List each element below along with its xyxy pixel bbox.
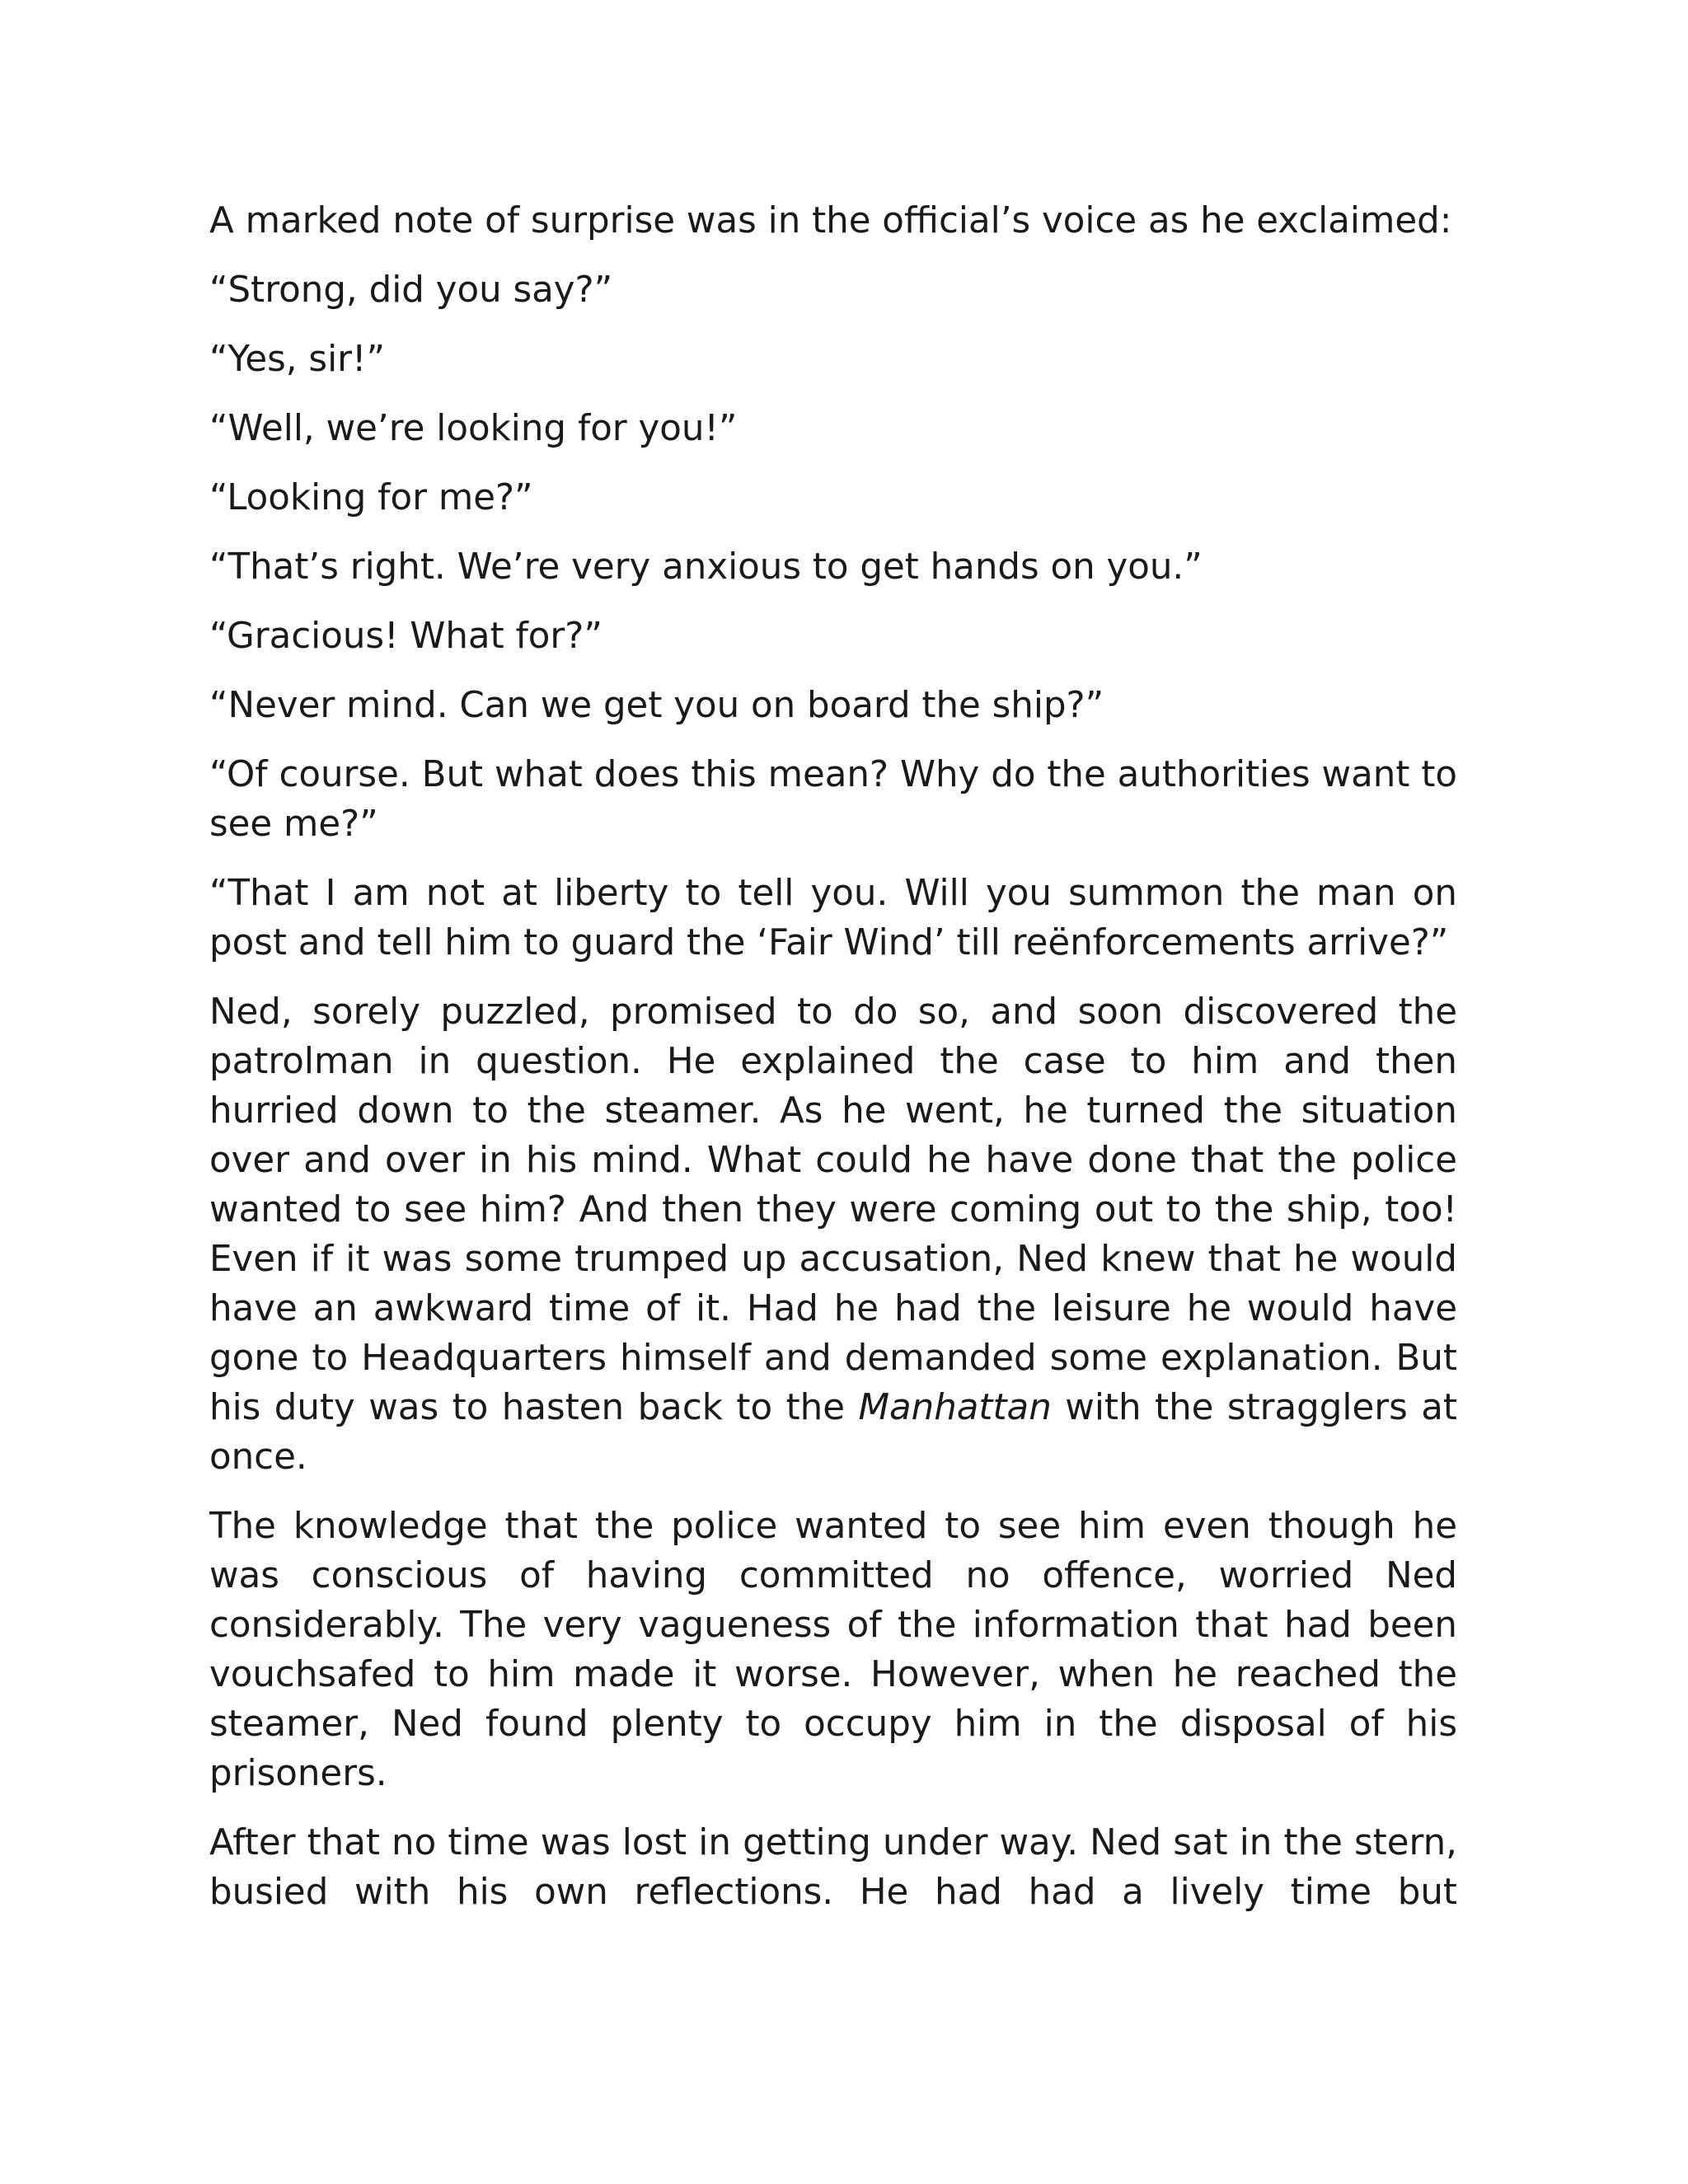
paragraph-4: “Well, we’re looking for you!” [209, 408, 738, 449]
paragraph-13: After that no time was lost in getting under way. Ned sat in the stern, busied with his own reflections. He had had a lively time but [209, 1822, 1457, 1913]
paragraph-3: “Yes, sir!” [209, 339, 386, 380]
paragraph-8: “Never mind. Can we get you on board the ship?” [209, 685, 1104, 726]
paragraph-11-after: with the stragglers at once. [209, 1387, 1457, 1478]
paragraph-11 [209, 987, 1457, 1482]
paragraph-11-before: Ned, sorely puzzled, promised to do so, and soon discovered the patrolman in question. He explained the case to him and then hurried down to the steamer. As he went, he turned the situation over and over in his mind. What could he have done that the police wanted to see him? And then they were coming out to the ship, too! Even if it was some trumped up accusation, Ned knew that he would have an awkward time of it. Had he had the leisure he would have gone to Headquarters himself and demanded some explanation. But his duty was to hasten back to the [209, 991, 1457, 1428]
paragraph-7: “Gracious! What for?” [209, 616, 603, 657]
paragraph-6: “That’s right. We’re very anxious to get hands on you.” [209, 546, 1203, 588]
paragraph-1: A marked note of surprise was in the official’s voice as he exclaimed: [209, 200, 1452, 241]
paragraph-2: “Strong, did you say?” [209, 269, 613, 311]
ship-name-italic: Manhattan [858, 1387, 1052, 1428]
page-body [209, 196, 1457, 1937]
paragraph-10: “That I am not at liberty to tell you. Will you summon the man on post and tell him to guard the ‘Fair Wind’ till reënforcements arrive?” [209, 873, 1457, 963]
paragraph-12: The knowledge that the police wanted to see him even though he was conscious of having committed no offence, worried Ned considerably. The very vagueness of the information that had been vouchsafed to him made it worse. However, when he reached the steamer, Ned found plenty to occupy him in the disposal of his prisoners. [209, 1506, 1457, 1794]
paragraph-9: “Of course. But what does this mean? Why do the authorities want to see me?” [209, 754, 1457, 845]
paragraph-5: “Looking for me?” [209, 477, 533, 518]
